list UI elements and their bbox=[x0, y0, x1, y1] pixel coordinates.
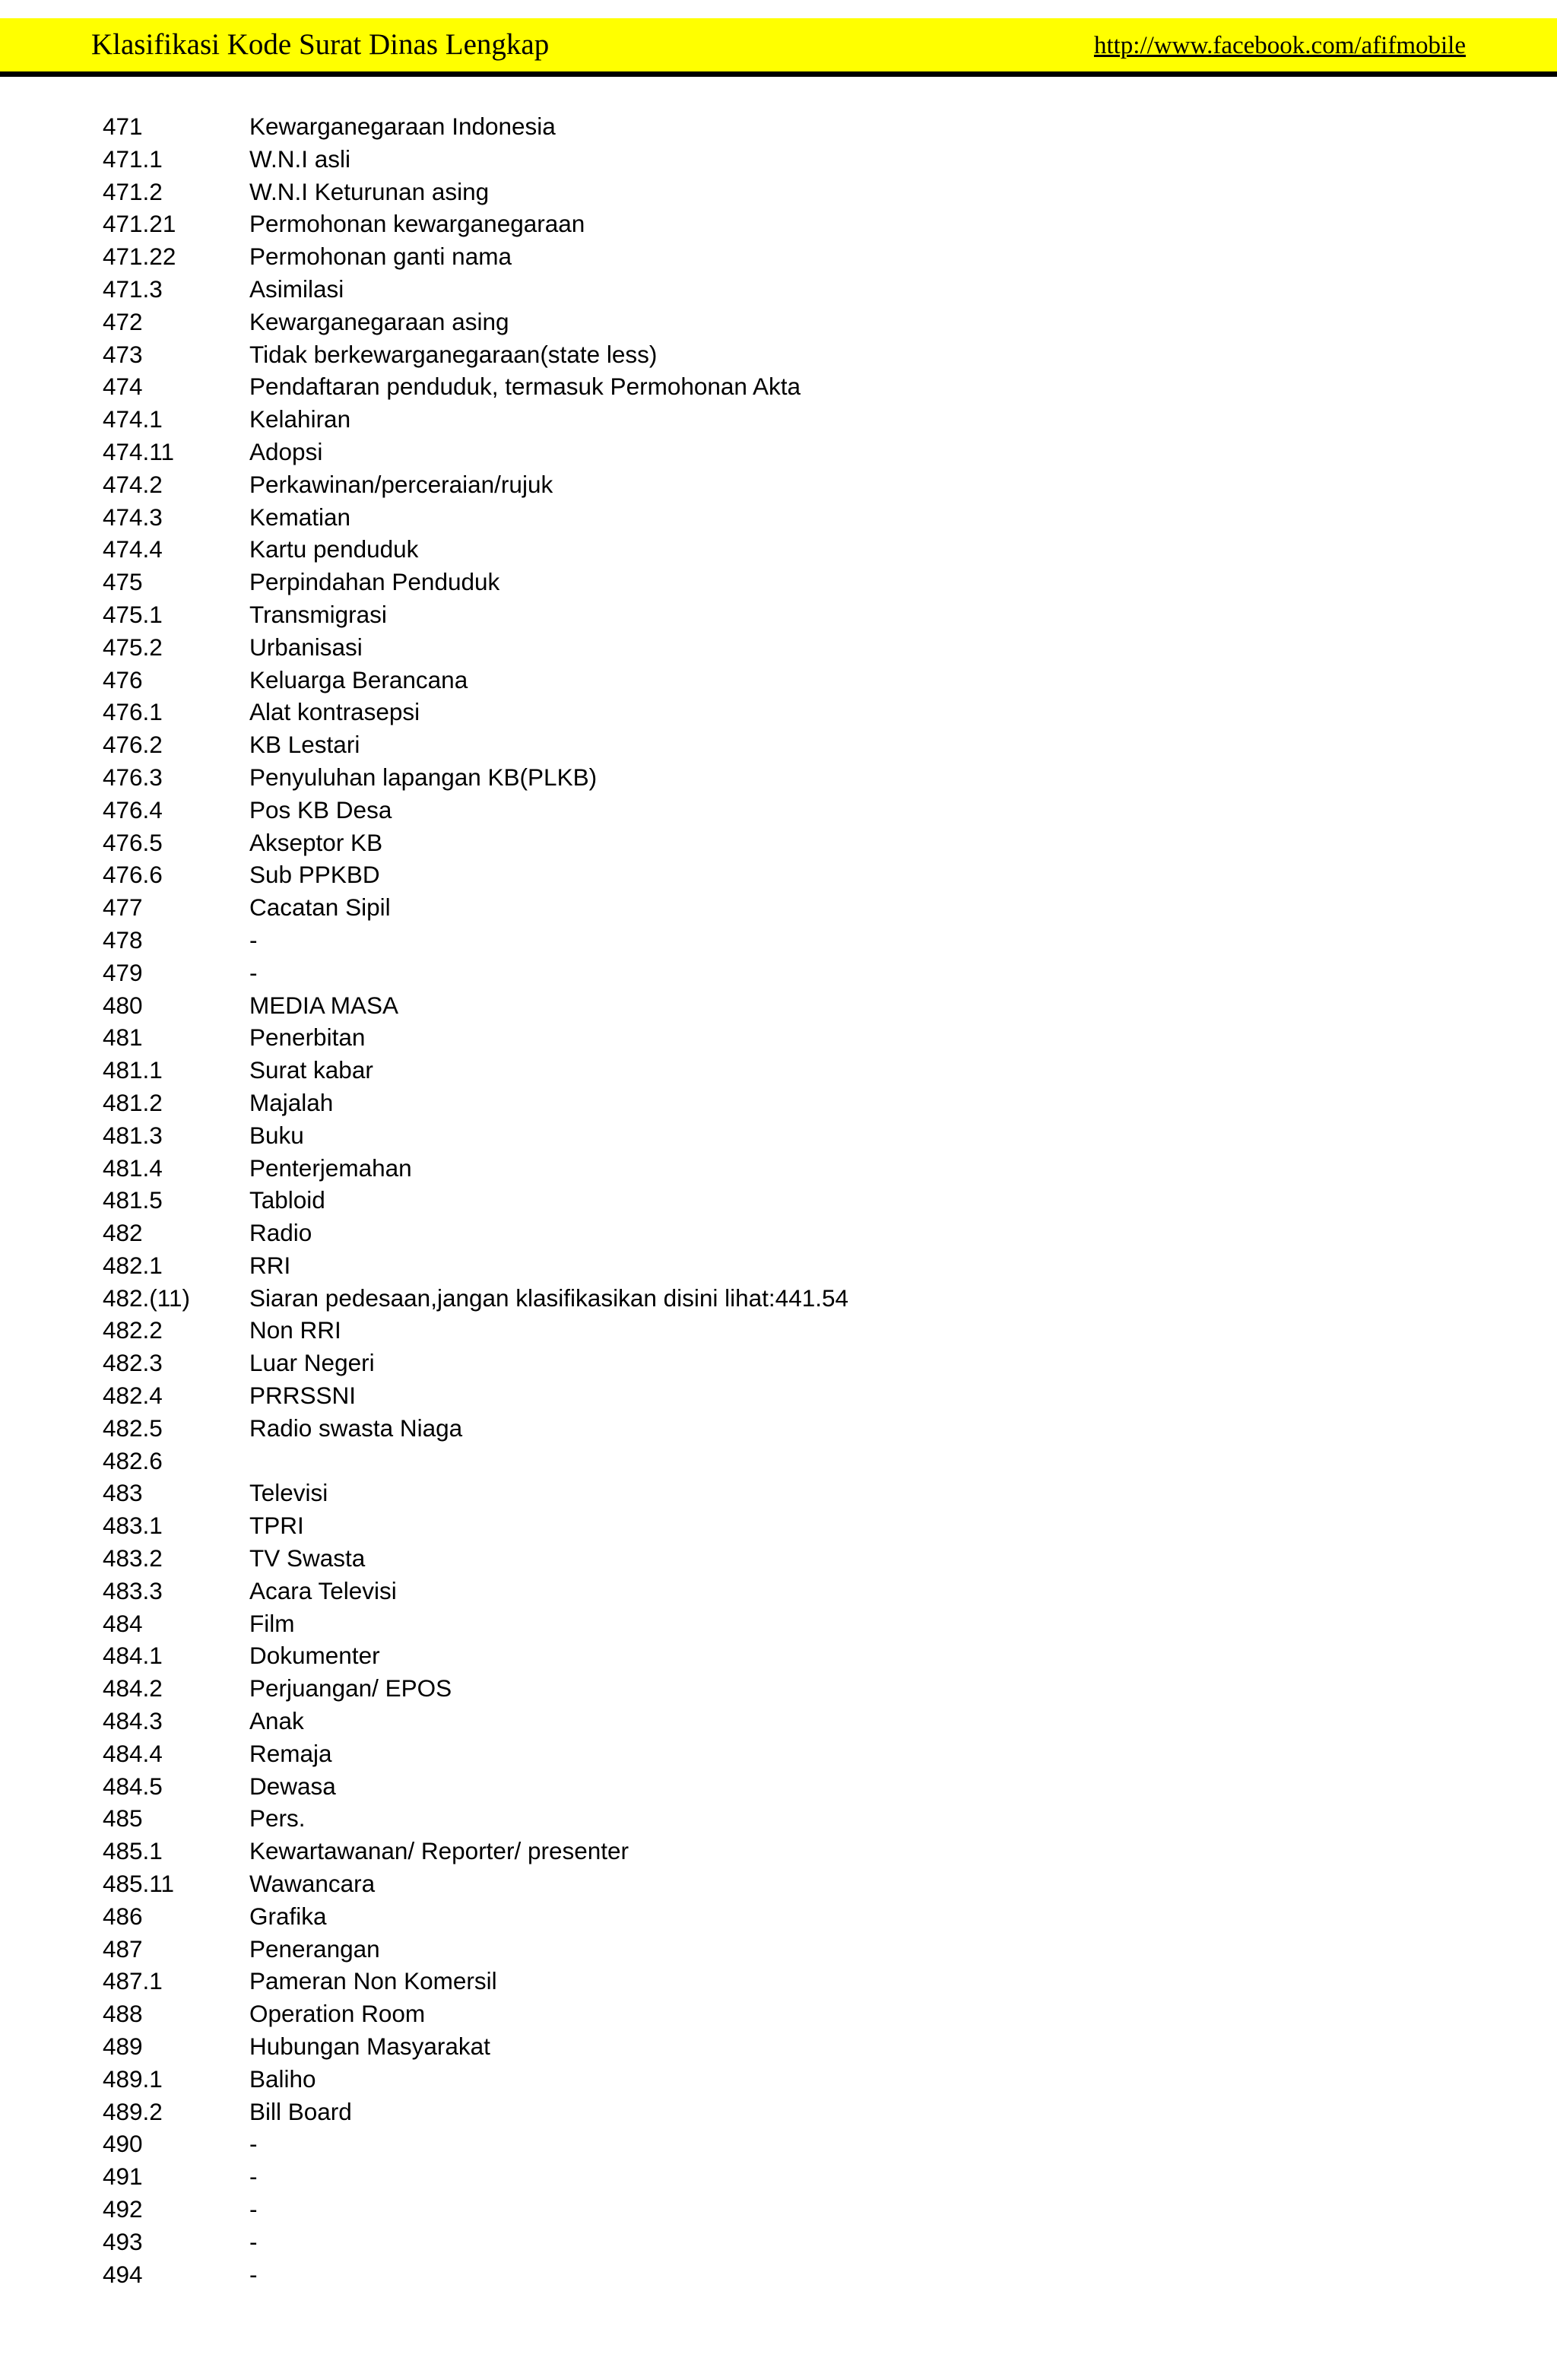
entry-description: Wawancara bbox=[249, 1870, 376, 1898]
entry-code: 494 bbox=[103, 2260, 143, 2288]
list-item bbox=[103, 370, 1456, 403]
list-item bbox=[103, 1965, 1456, 1998]
entry-description: Kewartawanan/ Reporter/ presenter bbox=[249, 1837, 629, 1865]
list-item bbox=[103, 1900, 1456, 1933]
entry-code: 476 bbox=[103, 665, 143, 693]
list-item bbox=[103, 2193, 1456, 2226]
entry-code: 486 bbox=[103, 1902, 143, 1930]
entry-code: 473 bbox=[103, 340, 143, 368]
entry-description: TV Swasta bbox=[249, 1544, 366, 1572]
entry-description: Permohonan kewarganegaraan bbox=[249, 210, 585, 238]
entry-code: 482.6 bbox=[103, 1446, 163, 1474]
entry-code: 493 bbox=[103, 2227, 143, 2255]
list-item bbox=[103, 1998, 1456, 2030]
entry-code: 491 bbox=[103, 2163, 143, 2191]
entry-code: 471.21 bbox=[103, 210, 176, 238]
list-item bbox=[103, 240, 1456, 273]
list-item bbox=[103, 1249, 1456, 1282]
entry-code: 487.1 bbox=[103, 1967, 163, 1995]
entry-description: Luar Negeri bbox=[249, 1349, 375, 1377]
list-item bbox=[103, 1639, 1456, 1672]
entry-description: Asimilasi bbox=[249, 274, 344, 303]
entry-description: Radio bbox=[249, 1219, 312, 1247]
entry-description: Sub PPKBD bbox=[249, 861, 380, 889]
entry-description: Majalah bbox=[249, 1088, 334, 1116]
entry-description: Cacatan Sipil bbox=[249, 893, 391, 922]
entry-description: Non RRI bbox=[249, 1316, 341, 1344]
entry-description: Perpindahan Penduduk bbox=[249, 568, 500, 596]
entry-description: Penyuluhan lapangan KB(PLKB) bbox=[249, 763, 598, 791]
entry-description: Film bbox=[249, 1609, 295, 1637]
list-item bbox=[103, 1412, 1456, 1445]
entry-code: 479 bbox=[103, 958, 143, 986]
entry-description: Penterjemahan bbox=[249, 1154, 412, 1182]
entry-code: 482.4 bbox=[103, 1382, 163, 1410]
entry-code: 484.5 bbox=[103, 1772, 163, 1800]
entry-code: 489.1 bbox=[103, 2064, 163, 2093]
entry-description: Pos KB Desa bbox=[249, 795, 392, 823]
entry-code: 478 bbox=[103, 925, 143, 954]
list-item bbox=[103, 631, 1456, 664]
entry-description: Bill Board bbox=[249, 2097, 352, 2125]
entry-description: Penerbitan bbox=[249, 1023, 366, 1052]
list-item bbox=[103, 1282, 1456, 1315]
entry-description: Kartu penduduk bbox=[249, 535, 419, 563]
entry-code: 476.4 bbox=[103, 795, 163, 823]
entry-description: TPRI bbox=[249, 1512, 304, 1540]
entry-description: W.N.I Keturunan asing bbox=[249, 177, 490, 205]
list-item bbox=[103, 306, 1456, 338]
entry-code: 482.2 bbox=[103, 1316, 163, 1344]
entry-description: Urbanisasi bbox=[249, 633, 363, 661]
entry-code: 474.2 bbox=[103, 470, 163, 498]
entry-code: 483.2 bbox=[103, 1544, 163, 1572]
entry-code: 484.1 bbox=[103, 1642, 163, 1670]
entry-code: 483.1 bbox=[103, 1512, 163, 1540]
facebook-link[interactable]: http://www.facebook.com/afifmobile bbox=[1093, 32, 1466, 59]
entry-code: 482 bbox=[103, 1219, 143, 1247]
entry-code: 481 bbox=[103, 1023, 143, 1052]
entry-description: Anak bbox=[249, 1707, 304, 1735]
list-item bbox=[103, 208, 1456, 240]
list-item bbox=[103, 1770, 1456, 1803]
list-item bbox=[103, 1347, 1456, 1379]
entry-code: 490 bbox=[103, 2130, 143, 2158]
list-item bbox=[103, 1314, 1456, 1347]
list-item bbox=[103, 827, 1456, 859]
entry-description: Tabloid bbox=[249, 1186, 325, 1214]
entry-code: 484.2 bbox=[103, 1674, 163, 1702]
list-item bbox=[103, 468, 1456, 501]
list-item bbox=[103, 1607, 1456, 1640]
entry-description: Kewarganegaraan asing bbox=[249, 307, 509, 335]
entry-description: Alat kontrasepsi bbox=[249, 698, 420, 726]
entry-description: Radio swasta Niaga bbox=[249, 1414, 463, 1442]
entry-code: 471.3 bbox=[103, 274, 163, 303]
entry-description: Kelahiran bbox=[249, 405, 351, 433]
entry-code: 487 bbox=[103, 1934, 143, 1963]
entry-code: 471.1 bbox=[103, 144, 163, 173]
entry-code: 474.4 bbox=[103, 535, 163, 563]
list-item bbox=[103, 957, 1456, 989]
entry-code: 481.1 bbox=[103, 1056, 163, 1084]
entry-description: Tidak berkewarganegaraan(state less) bbox=[249, 340, 658, 368]
entry-code: 474 bbox=[103, 373, 143, 401]
page-header bbox=[0, 18, 1557, 77]
list-item bbox=[103, 1868, 1456, 1900]
entry-description: - bbox=[249, 2195, 258, 2223]
entry-description: Penerangan bbox=[249, 1934, 380, 1963]
entry-description: Hubungan Masyarakat bbox=[249, 2033, 490, 2061]
entry-description: Keluarga Berancana bbox=[249, 665, 468, 693]
list-item bbox=[103, 533, 1456, 566]
entry-code: 481.2 bbox=[103, 1088, 163, 1116]
entry-description: Perjuangan/ EPOS bbox=[249, 1674, 452, 1702]
entry-description: Akseptor KB bbox=[249, 828, 383, 856]
entry-code: 485.1 bbox=[103, 1837, 163, 1865]
entry-description: Dewasa bbox=[249, 1772, 336, 1800]
list-item bbox=[103, 403, 1456, 436]
entry-code: 474.11 bbox=[103, 437, 175, 465]
list-item bbox=[103, 1217, 1456, 1249]
list-item bbox=[103, 338, 1456, 371]
entry-description: - bbox=[249, 2227, 258, 2255]
list-item bbox=[103, 794, 1456, 827]
entry-description: - bbox=[249, 2130, 258, 2158]
list-item bbox=[103, 501, 1456, 534]
entry-code: 482.1 bbox=[103, 1251, 163, 1279]
entry-description: Permohonan ganti nama bbox=[249, 243, 512, 271]
list-item bbox=[103, 1087, 1456, 1119]
list-item bbox=[103, 2258, 1456, 2291]
entry-code: 475 bbox=[103, 568, 143, 596]
entry-code: 476.2 bbox=[103, 731, 163, 759]
entry-code: 476.6 bbox=[103, 861, 163, 889]
entry-description: - bbox=[249, 2260, 258, 2288]
entry-description: PRRSSNI bbox=[249, 1382, 357, 1410]
list-item bbox=[103, 1477, 1456, 1509]
entry-code: 484 bbox=[103, 1609, 143, 1637]
entry-description: Remaja bbox=[249, 1739, 332, 1767]
list-item bbox=[103, 1152, 1456, 1185]
entry-code: 477 bbox=[103, 893, 143, 922]
entry-description: Perkawinan/perceraian/rujuk bbox=[249, 470, 553, 498]
entry-description: Pers. bbox=[249, 1804, 306, 1833]
list-item bbox=[103, 1542, 1456, 1575]
entry-code: 484.3 bbox=[103, 1707, 163, 1735]
list-item bbox=[103, 1445, 1456, 1477]
entry-description: W.N.I asli bbox=[249, 144, 351, 173]
list-item bbox=[103, 2226, 1456, 2258]
list-item bbox=[103, 1379, 1456, 1412]
entry-code: 485.11 bbox=[103, 1870, 175, 1898]
list-item bbox=[103, 1933, 1456, 1966]
list-item bbox=[103, 2160, 1456, 2193]
entry-code: 474.3 bbox=[103, 503, 163, 531]
entry-code: 482.3 bbox=[103, 1349, 163, 1377]
list-item bbox=[103, 1184, 1456, 1217]
list-item bbox=[103, 110, 1456, 143]
entry-code: 480 bbox=[103, 991, 143, 1019]
list-item bbox=[103, 1021, 1456, 1054]
list-item bbox=[103, 1705, 1456, 1737]
list-item bbox=[103, 696, 1456, 728]
entry-code: 481.5 bbox=[103, 1186, 163, 1214]
list-item bbox=[103, 2063, 1456, 2096]
list-item bbox=[103, 891, 1456, 924]
entry-description: - bbox=[249, 925, 258, 954]
entry-code: 474.1 bbox=[103, 405, 163, 433]
list-item bbox=[103, 858, 1456, 891]
entry-code: 488 bbox=[103, 2000, 143, 2028]
entry-code: 485 bbox=[103, 1804, 143, 1833]
entry-description: Grafika bbox=[249, 1902, 327, 1930]
entry-description: Kewarganegaraan Indonesia bbox=[249, 113, 556, 140]
entry-code: 481.4 bbox=[103, 1154, 163, 1182]
list-item bbox=[103, 1509, 1456, 1542]
entry-code: 483 bbox=[103, 1479, 143, 1507]
entry-code: 483.3 bbox=[103, 1576, 163, 1604]
list-item bbox=[103, 2030, 1456, 2063]
list-item bbox=[103, 273, 1456, 306]
entry-code: 472 bbox=[103, 307, 143, 335]
entry-description: Adopsi bbox=[249, 437, 323, 465]
entry-code: 471.2 bbox=[103, 177, 163, 205]
entry-code: 471 bbox=[103, 113, 143, 140]
list-item bbox=[103, 924, 1456, 957]
list-item bbox=[103, 176, 1456, 208]
entry-description: Surat kabar bbox=[249, 1056, 373, 1084]
entry-code: 476.1 bbox=[103, 698, 163, 726]
entry-description: RRI bbox=[249, 1251, 291, 1279]
entry-code: 475.1 bbox=[103, 600, 163, 628]
entry-description: Baliho bbox=[249, 2064, 316, 2093]
list-item bbox=[103, 436, 1456, 468]
list-item bbox=[103, 2096, 1456, 2128]
entry-description: - bbox=[249, 958, 258, 986]
entry-code: 476.5 bbox=[103, 828, 163, 856]
list-item bbox=[103, 1575, 1456, 1607]
list-item bbox=[103, 1054, 1456, 1087]
entry-code: 476.3 bbox=[103, 763, 163, 791]
entry-code: 475.2 bbox=[103, 633, 163, 661]
entry-description: Pendaftaran penduduk, termasuk Permohonan Akta bbox=[249, 373, 801, 401]
entry-description: - bbox=[249, 2163, 258, 2191]
entry-code: 484.4 bbox=[103, 1739, 163, 1767]
entry-description: Dokumenter bbox=[249, 1642, 380, 1670]
entry-description: Pameran Non Komersil bbox=[249, 1967, 497, 1995]
entry-code: 471.22 bbox=[103, 243, 176, 271]
list-item bbox=[103, 1835, 1456, 1868]
entry-description: KB Lestari bbox=[249, 731, 360, 759]
list-item bbox=[103, 143, 1456, 176]
entry-description: Buku bbox=[249, 1121, 304, 1149]
entry-description: MEDIA MASA bbox=[249, 991, 399, 1019]
entry-description: Televisi bbox=[249, 1479, 328, 1507]
entry-description: Acara Televisi bbox=[249, 1576, 397, 1604]
list-item bbox=[103, 728, 1456, 761]
list-item bbox=[103, 598, 1456, 631]
list-item bbox=[103, 1672, 1456, 1705]
entry-code: 489.2 bbox=[103, 2097, 163, 2125]
list-item bbox=[103, 2128, 1456, 2160]
entry-code: 482.5 bbox=[103, 1414, 163, 1442]
entry-code: 481.3 bbox=[103, 1121, 163, 1149]
list-item bbox=[103, 989, 1456, 1022]
entry-description: Operation Room bbox=[249, 2000, 426, 2028]
entry-code: 482.(11) bbox=[103, 1284, 190, 1312]
entry-code: 492 bbox=[103, 2195, 143, 2223]
list-item bbox=[103, 761, 1456, 794]
entry-description: Transmigrasi bbox=[249, 600, 387, 628]
list-item bbox=[103, 1802, 1456, 1835]
list-item bbox=[103, 664, 1456, 697]
entry-description: Kematian bbox=[249, 503, 351, 531]
page-title: Klasifikasi Kode Surat Dinas Lengkap bbox=[91, 28, 550, 61]
list-item bbox=[103, 1119, 1456, 1152]
list-item bbox=[103, 566, 1456, 598]
entry-description: Siaran pedesaan,jangan klasifikasikan disini lihat:441.54 bbox=[249, 1284, 849, 1312]
classification-list bbox=[103, 110, 1456, 2290]
list-item bbox=[103, 1737, 1456, 1770]
entry-code: 489 bbox=[103, 2033, 143, 2061]
